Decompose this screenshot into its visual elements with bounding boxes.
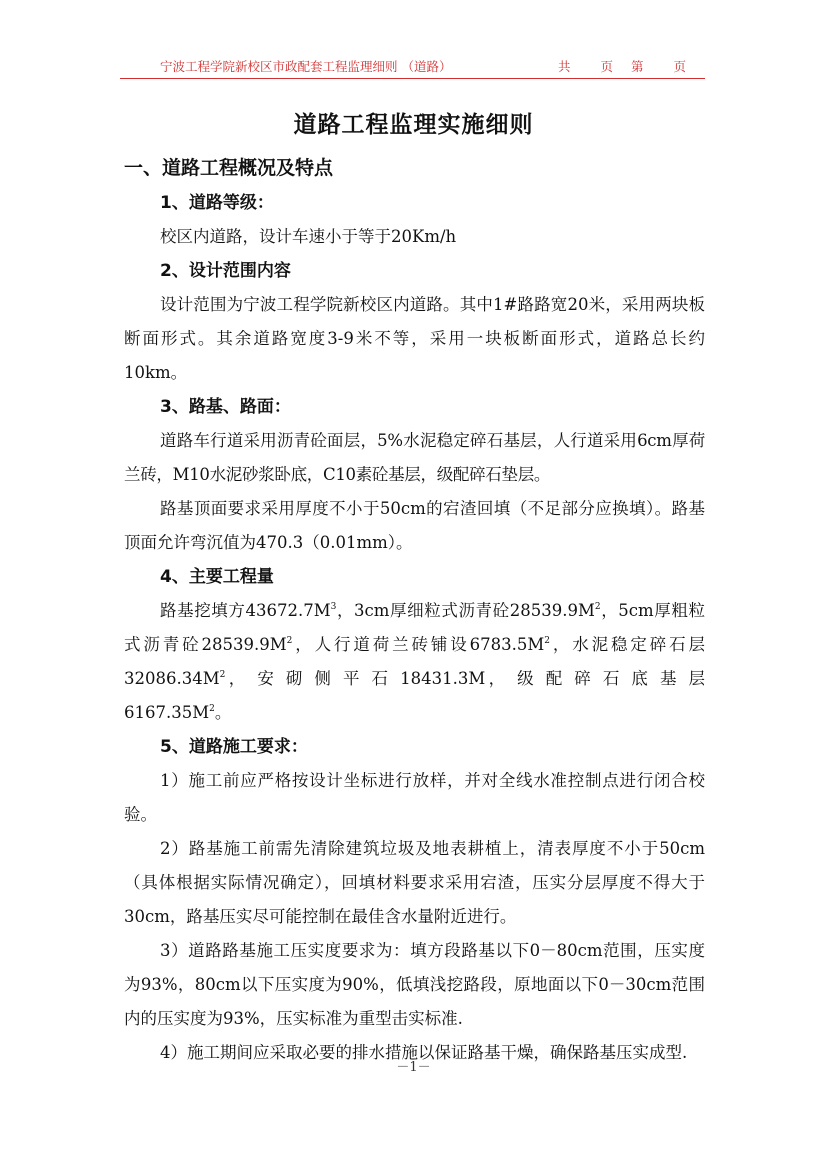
subheading-quantities: 4、主要工程量 [160,567,274,587]
unit-superscript: 2 [286,636,293,646]
header-divider [120,78,705,79]
document-body [124,186,705,1070]
quantity-sidewalk-brick: ，人行道荷兰砖铺设6783.5M [292,635,545,654]
requirement-item-2: 2）路基施工前需先清除建筑垃圾及地表耕植上，清表厚度不小于50cm（具体根据实际情况确定），回填材料要求采用宕渣，压实分层厚度不得大于30cm，路基压实尽可能控制在最佳含水量附近进行。 [124,839,705,926]
paragraph-pavement-structure: 道路车行道采用沥青砼面层，5%水泥稳定碎石基层，人行道采用6cm厚荷兰砖，M10水泥砂浆卧底，C10素砼基层，级配碎石垫层。 [124,431,705,484]
quantity-coarse-asphalt: ，5cm厚粗粒式沥青砼28539.9M [124,601,705,654]
requirement-item-1: 1）施工前应严格按设计坐标进行放样，并对全线水准控制点进行闭合校验。 [124,771,705,824]
paragraph-design-scope: 设计范围为宁波工程学院新校区内道路。其中1#路路宽20米，采用两块板断面形式。其余道路宽度3-9米不等，采用一块板断面形式，道路总长约10km。 [124,295,705,382]
page-title: 道路工程监理实施细则 [293,112,534,138]
subheading-design-scope: 2、设计范围内容 [160,261,291,281]
header-document-title: 宁波工程学院新校区市政配套工程监理细则 （道路） [160,59,452,74]
unit-superscript: 2 [209,704,215,714]
quantity-earthwork: 路基挖填方43672.7M [160,601,331,620]
quantity-fine-asphalt: ，3cm厚细粒式沥青砼28539.9M [336,601,595,620]
header-total-label: 共 [558,59,572,74]
paragraph-quantities [124,594,705,730]
section-heading-overview: 一、道路工程概况及特点 [124,157,334,179]
paragraph-road-grade: 校区内道路，设计车速小于等于20Km/h [160,227,457,246]
page-header [160,57,688,79]
quantity-end: 。 [214,703,232,722]
subheading-roadbed-pavement: 3、路基、路面： [160,397,291,417]
unit-superscript: 2 [219,670,226,680]
requirement-item-3: 3）道路路基施工压实度要求为：填方段路基以下0－80cm范围，压实度为93%，80cm以下压实度为90%，低填浅挖路段，原地面以下0－30cm范围内的压实度为93%，压实标准为重型击实标准. [124,941,705,1028]
subheading-construction-requirements: 5、道路施工要求： [160,737,308,757]
unit-superscript: 3 [330,602,337,612]
subheading-road-grade: 1、道路等级： [160,193,274,213]
unit-superscript: 2 [544,636,550,646]
header-page-unit-label-2: 页 [673,59,688,74]
quantity-curbstone-subbase: ， 安 砌 侧 平 石 18431.3M， 级 配 碎 石 底 基 层 6167.35M [124,669,705,722]
quantity-cement-stabilized: ，水泥稳定碎石层 32086.34M [124,635,705,688]
paragraph-roadbed-requirements: 路基顶面要求采用厚度不小于50cm的宕渣回填（不足部分应换填）。路基顶面允许弯沉值为470.3（0.01mm）。 [124,499,705,552]
requirement-item-4: 4）施工期间应采取必要的排水措施以保证路基干燥，确保路基压实成型. [160,1043,688,1062]
header-page-counter [558,57,687,75]
unit-superscript: 2 [594,602,601,612]
page-number: －1－ [396,1060,431,1075]
header-current-label: 第 [631,59,645,74]
header-page-unit-label: 页 [600,59,615,74]
